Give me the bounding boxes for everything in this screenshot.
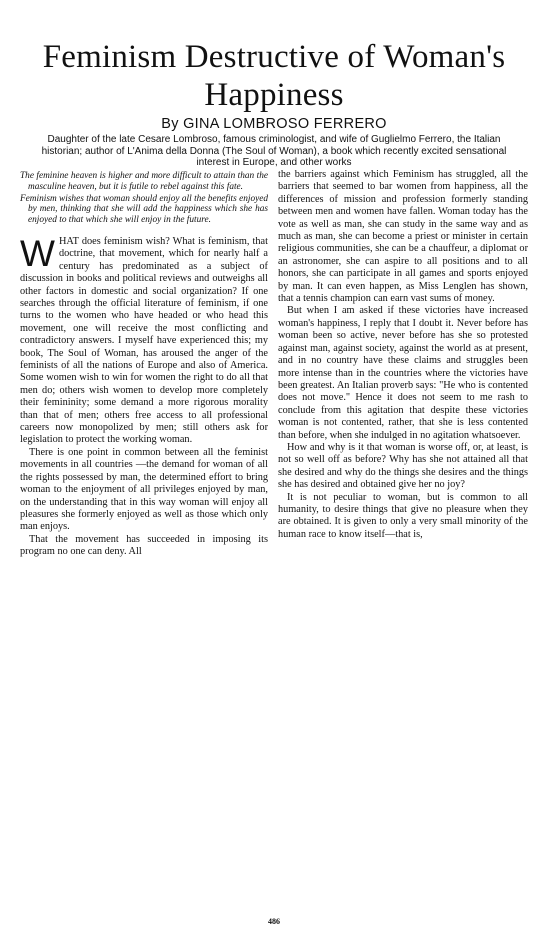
paragraph-text: HAT does feminism wish? What is feminism, that doctrine, that movement, which for nearly half a century has predominated as a subject of discussion in books and political reviews and outweighs all other factors in domestic and social organization? If one searches through the official literature of feminism, if one turns to the women who have headed or who head this movement, one will receive the most conflicting and contradictory answers. I myself have experienced this; my book, The Soul of Woman, has aroused the anger of the feminists of all the nations of Europe and also of America. Some women wish to win for women the right to do all that men do; others wish women to develop more completely their femininity; some demand a more rigorous morality than that of men; others free access to all professional careers now monopolized by men; still others ask for legislation to protect the working woman. <box>20 235 268 446</box>
body-paragraph: There is one point in common between all the feminist movements in all countries —the demand for woman of all the rights possessed by man, the determined effort to bring woman to the enjoyment of all privileges enjoyed by man, on the understanding that in this way woman will enjoy all pleasures she formerly enjoyed as well as those which only man enjoys. <box>20 446 268 533</box>
summary-line: Feminism wishes that woman should enjoy all the benefits enjoyed by men, thinking that she will add the happiness which she has enjoyed to that which she will enjoy in the future. <box>20 193 268 226</box>
author-byline: By GINA LOMBROSO FERRERO <box>161 116 387 132</box>
drop-cap: W <box>20 232 55 274</box>
article-summary <box>20 171 268 226</box>
article-title: Feminism Destructive of Woman's Happiness <box>42 39 506 113</box>
body-paragraph: But when I am asked if these victories have increased woman's happiness, I reply that I doubt it. Never before has woman been so active, never before has she so protested against man, against society, against the world as at present, and in no country have these claims and struggles been more intense than in the countries where the victories have been greatest. An Italian proverb says: "He who is contented does not move." Hence it does not seem to me rash to conclude from this agitation that despite these victories woman is not contented, rather, that she is less contented than before, when she indulged in no agitation whatsoever. <box>278 305 528 441</box>
body-paragraph: That the movement has succeeded in imposing its program no one can deny. All <box>20 533 268 558</box>
body-paragraph: It is not peculiar to woman, but is common to all humanity, to desire things that give no pleasure when they are obtained. It is given to only a very small minority of the human race to know itself—that is, <box>278 491 528 540</box>
right-column <box>278 169 528 541</box>
body-paragraph: the barriers against which Feminism has struggled, all the barriers that seemed to bar women from happiness, all the differences of mission and profession formerly standing between men and women have fallen. Woman today has the vote as well as man, she can study in the same way and as much as man, she can become a priest or minister in certain religious communities, she can be a chauffeur, a diplomat or an astronomer, she can aspire to all positions and to all honors, she can participate in all games and sports enjoyed by man. It can even happen, as Miss Lenglen has shown, that a tennis champion can earn vast sums of money. <box>278 169 528 305</box>
summary-line: The feminine heaven is higher and more difficult to attain than the masculine heaven, but it is futile to rebel against this fate. <box>20 171 268 192</box>
body-paragraph: How and why is it that woman is worse off, or, at least, is not so well off as before? Why has she not attained all that she desired and why do the things she desires and the things she has desired and obtained give her no joy? <box>278 441 528 491</box>
left-column <box>20 171 268 559</box>
body-paragraph <box>20 232 268 447</box>
page-number: 486 <box>268 917 280 926</box>
author-note: Daughter of the late Cesare Lombroso, famous criminologist, and wife of Guglielmo Ferrero, the Italian historian; author of L'Anima della Donna (The Soul of Woman), a book which recently excited sensational interest in Europe, and other works <box>41 134 507 168</box>
